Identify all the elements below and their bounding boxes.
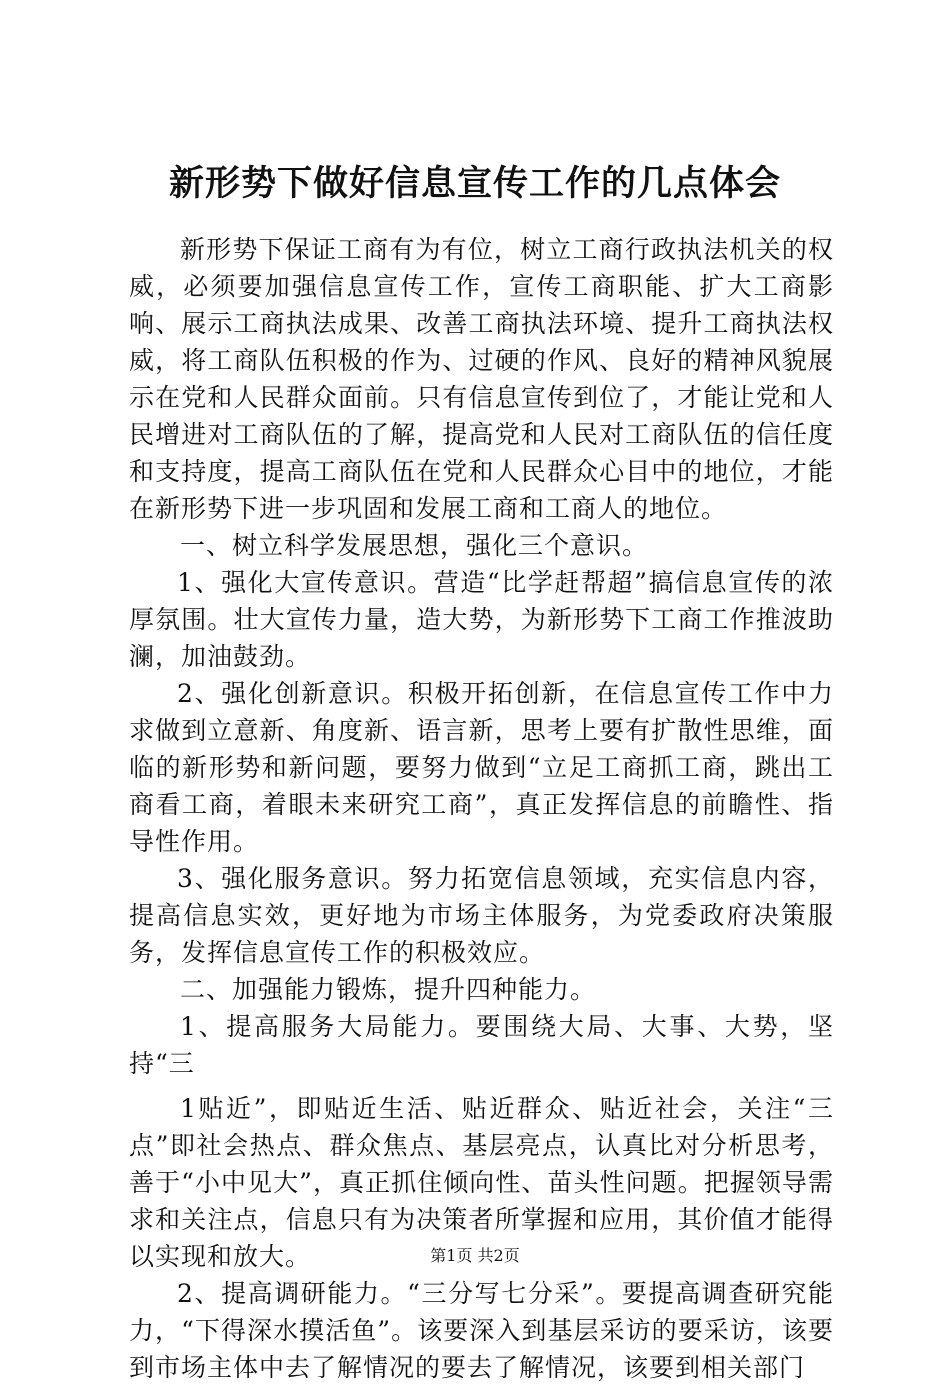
section-heading: 二、加强能力锻炼，提升四种能力。 [180,975,597,1004]
document-title: 新形势下做好信息宣传工作的几点体会 [168,163,781,204]
section-heading: 一、树立科学发展思想，强化三个意识。 [180,531,649,560]
body-paragraph: 2、提高调研能力。“三分写七分采”。要提高调查研究能力，“下得深水摸活鱼”。该要深入到基层采访的要采访，该要到市场主体中去了解情况的要去了解情况，该要到相关部门 [129,1279,834,1382]
body-paragraph: 3、强化服务意识。努力拓宽信息领域，充实信息内容，提高信息实效，更好地为市场主体服务，为党委政府决策服务，发挥信息宣传工作的积极效应。 [129,864,834,967]
body-paragraph: 1、强化大宣传意识。营造“比学赶帮超”搞信息宣传的浓厚氛围。壮大宣传力量，造大势，为新形势下工商工作推波助澜，加油鼓劲。 [129,568,834,671]
body-paragraph: 新形势下保证工商有为有位，树立工商行政执法机关的权威，必须要加强信息宣传工作，宣传工商职能、扩大工商影响、展示工商执法成果、改善工商执法环境、提升工商执法权威，将工商队伍积极的作为、过硬的作风、良好的精神风貌展示在党和人民群众面前。只有信息宣传到位了，才能让党和人民增进对工商队伍的了解，提高党和人民对工商队伍的信任度和支持度，提高工商队伍在党和人民群众心目中的地位，才能在新形势下进一步巩固和发展工商和工商人的地位。 [129,235,834,523]
body-paragraph: 1、提高服务大局能力。要围绕大局、大事、大势，坚持“三 [129,1012,834,1078]
document-body [129,231,834,1386]
page-number-footer: 第1页 共2页 [430,1246,520,1265]
body-paragraph: 2、强化创新意识。积极开拓创新，在信息宣传工作中力求做到立意新、角度新、语言新，思考上要有扩散性思维，面临的新形势和新问题，要努力做到“立足工商抓工商，跳出工商看工商，着眼未来研究工商”，真正发挥信息的前瞻性、指导性作用。 [129,679,834,856]
body-paragraph: 1贴近”，即贴近生活、贴近群众、贴近社会，关注“三点”即社会热点、群众焦点、基层亮点，认真比对分析思考，善于“小中见大”，真正抓住倾向性、苗头性问题。把握领导需求和关注点，信息只有为决策者所掌握和应用，其价值才能得以实现和放大。 [129,1094,834,1271]
